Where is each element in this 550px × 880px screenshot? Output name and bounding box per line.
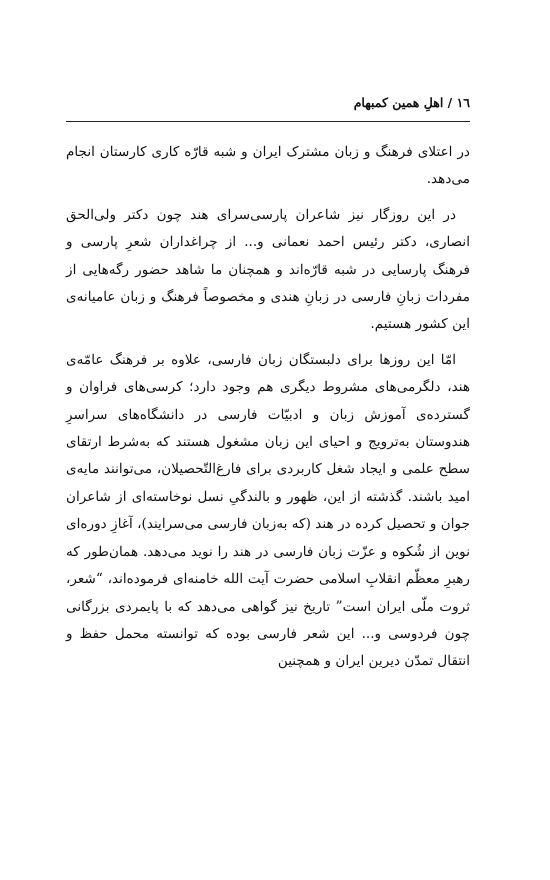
header-divider xyxy=(66,121,470,122)
body-text xyxy=(66,139,470,676)
running-head: ١٦ / اهلِ همین کمبهام xyxy=(353,95,470,110)
paragraph: امّا این روزها برای دلبستگان زبان فارسی، علاوه بر فرهنگ عامّه‌ی هند، دلگرمی‌های مشروط دیگری هم وجود دارد؛ کرسی‌های فراوان و گسترده‌ی آموزش زبان و ادبیّات فارسی در دانشگاه‌های سراسرِ هندوستان به‌ترویج و احیای این زبان مشغول هستند که به‌شرط ارتقای سطح علمی و ایجاد شغل کاربردی برای فارغ‌التّحصیلان، می‌توانند مایه‌ی امید باشند. گذشته از این، ظهور و بالندگیِ نسل نوخاسته‌ای از شاعران جوان و تحصیل کرده در هند (که به‌زبان فارسی می‌سرایند)، آغازِ دوره‌ای نوین از شُکوه و عزّت زبان فارسی در هند را نوید می‌دهد. همان‌طور که رهبرِ معظّم انقلابِ اسلامی حضرت آیت الله خامنه‌ای فرموده‌اند، “شعر، ثروت ملّی ایران است” تاریخ نیز گواهی می‌دهد که با پایمردی بزرگانی چون فردوسی و... این شعر فارسی بوده که توانسته محمل حفظ و انتقال تمدّن دیرین ایران و همچنین xyxy=(66,351,470,670)
paragraph-continuation: در اعتلای فرهنگ و زبان مشترک ایران و شبه قارّه کاری کارستان انجام می‌دهد. xyxy=(66,144,470,188)
paragraph: در این روزگار نیز شاعران پارسی‌سرای هند چون دکتر ولی‌الحق انصاری، دکتر رئیس احمد نعمانی و... از چراغداران شعرِ پارسی و فرهنگ پارسایی در شبه قارّه‌اند و همچنان ما شاهد حضور رگه‌هایی از مفردات زبانِ فارسی در زبانِ هندی و مخصوصاً فرهنگ و زبان عامیانه‌ی این کشور هستیم. xyxy=(66,206,470,333)
